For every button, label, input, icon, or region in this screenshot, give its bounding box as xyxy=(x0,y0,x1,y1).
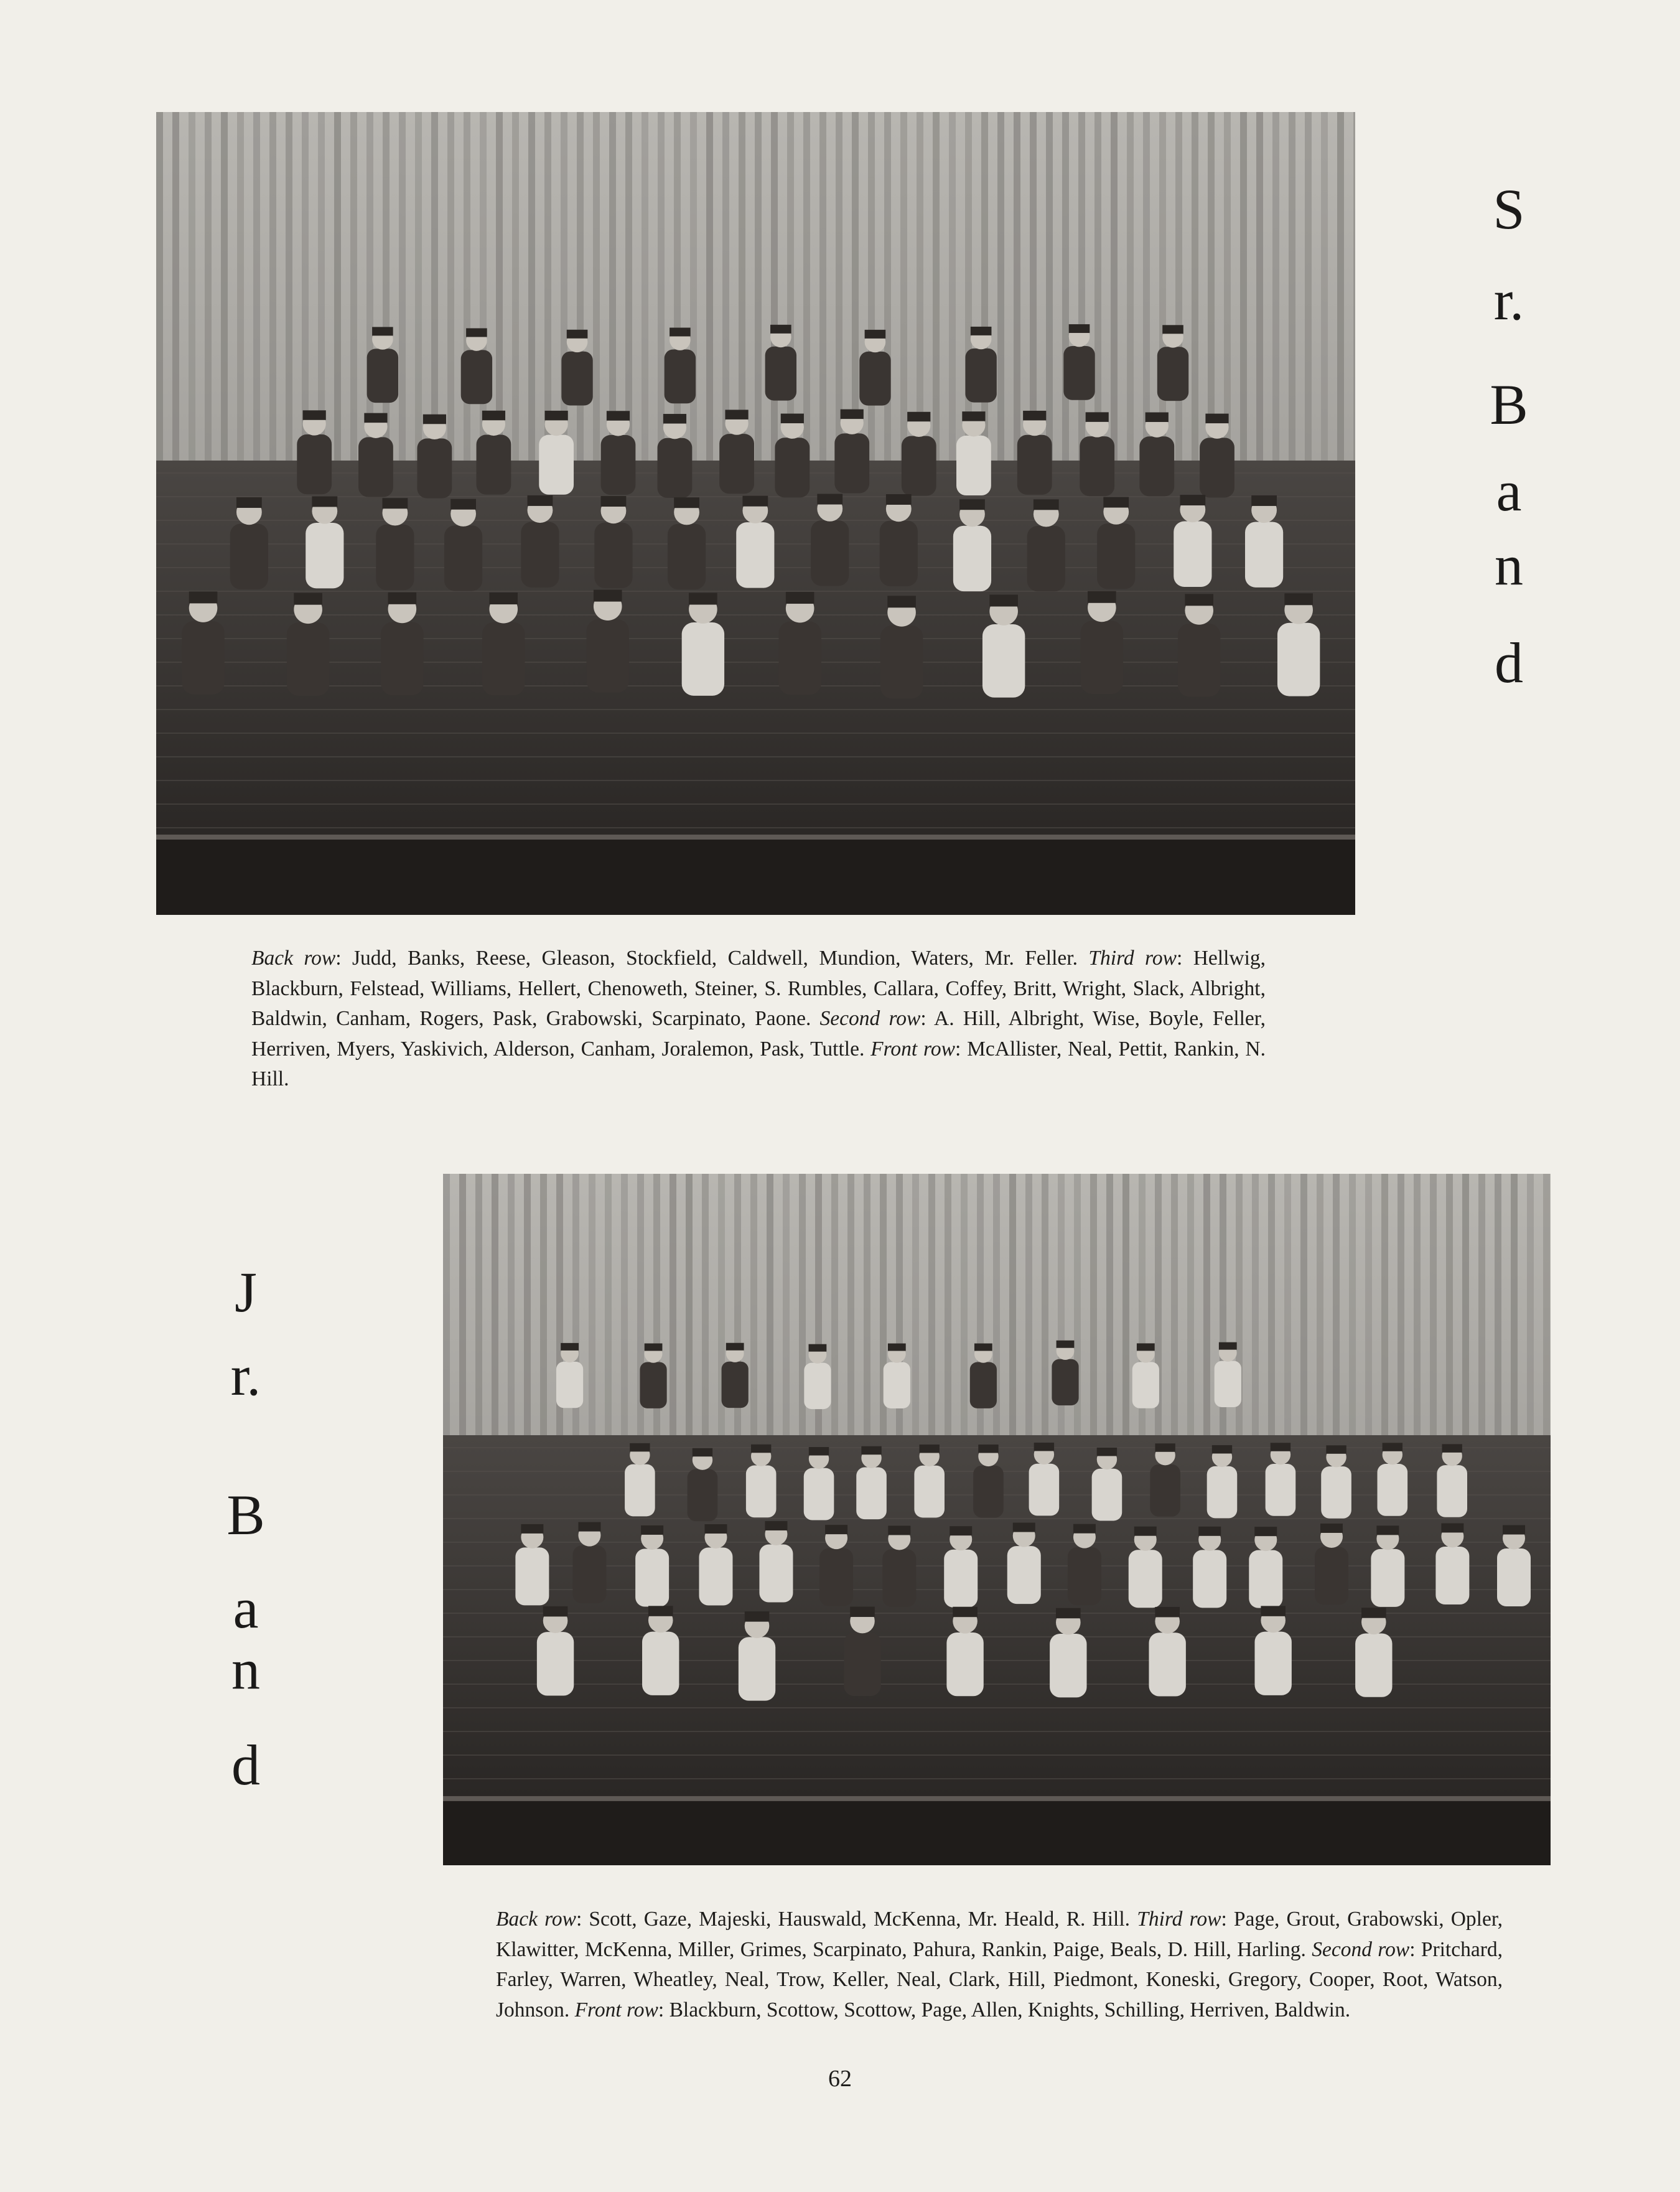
caption-row-label: Front row xyxy=(574,1998,658,2021)
senior-band-caption xyxy=(251,944,1266,1095)
title-letter: n xyxy=(231,1637,260,1701)
junior-band-title xyxy=(196,1260,296,1799)
senior-band-photo xyxy=(156,112,1355,915)
senior-band-photo-scene xyxy=(156,112,1355,915)
caption-row-names: : McAllister, Neal, Pettit, Rankin, N. Hill. xyxy=(251,1037,1266,1090)
title-letter: r. xyxy=(230,1344,261,1407)
title-letter: B xyxy=(1490,373,1528,436)
title-letter: a xyxy=(1496,459,1522,523)
senior-band-title xyxy=(1459,177,1559,695)
caption-row-label: Third row xyxy=(1088,947,1177,970)
caption-row-label: Second row xyxy=(819,1007,921,1030)
caption-row-label: Second row xyxy=(1312,1937,1410,1961)
page-number: 62 xyxy=(828,2066,852,2092)
title-letter: a xyxy=(233,1576,259,1640)
title-letter: n xyxy=(1495,533,1523,597)
caption-row-label: Third row xyxy=(1137,1908,1221,1931)
caption-row-label: Back row xyxy=(496,1908,576,1931)
caption-row-names: : Pritchard, Farley, Warren, Wheatley, Neal, Trow, Keller, Neal, Clark, Hill, Piedmont, Koneski, Gregory, Cooper, Root, Watson, Johnson. xyxy=(496,1937,1503,2021)
title-letter: r. xyxy=(1493,268,1524,332)
title-letter: d xyxy=(1495,631,1523,695)
title-letter: S xyxy=(1493,177,1525,241)
caption-row-names: : Hellwig, Blackburn, Felstead, Williams, Hellert, Chenoweth, Steiner, S. Rumbles, Callara, Coffey, Britt, Wright, Slack, Albright, Baldwin, Canham, Rogers, Pask, Grabowski, Scarpinato, Paone. xyxy=(251,947,1266,1030)
caption-row-names: : Judd, Banks, Reese, Gleason, Stockfield, Caldwell, Mundion, Waters, Mr. Feller. xyxy=(335,947,1089,970)
junior-band-photo-scene xyxy=(443,1174,1551,1865)
title-letter: J xyxy=(235,1260,257,1324)
caption-row-names: : Scott, Gaze, Majeski, Hauswald, McKenna, Mr. Heald, R. Hill. xyxy=(576,1908,1137,1931)
caption-row-names: : Page, Grout, Grabowski, Opler, Klawitter, McKenna, Miller, Grimes, Scarpinato, Pahura, Rankin, Paige, Beals, D. Hill, Harling. xyxy=(496,1908,1503,1961)
caption-row-label: Front row xyxy=(870,1037,955,1061)
caption-row-names: : A. Hill, Albright, Wise, Boyle, Feller, Herriven, Myers, Yaskivich, Alderson, Canham, Joralemon, Pask, Tuttle. xyxy=(251,1007,1266,1061)
caption-row-label: Back row xyxy=(251,947,336,970)
caption-row-names: : Blackburn, Scottow, Scottow, Page, Allen, Knights, Schilling, Herriven, Baldwin. xyxy=(658,1998,1351,2021)
junior-band-caption xyxy=(496,1904,1503,2025)
junior-band-photo xyxy=(443,1174,1551,1865)
title-letter: B xyxy=(226,1483,265,1547)
title-letter: d xyxy=(231,1733,260,1797)
